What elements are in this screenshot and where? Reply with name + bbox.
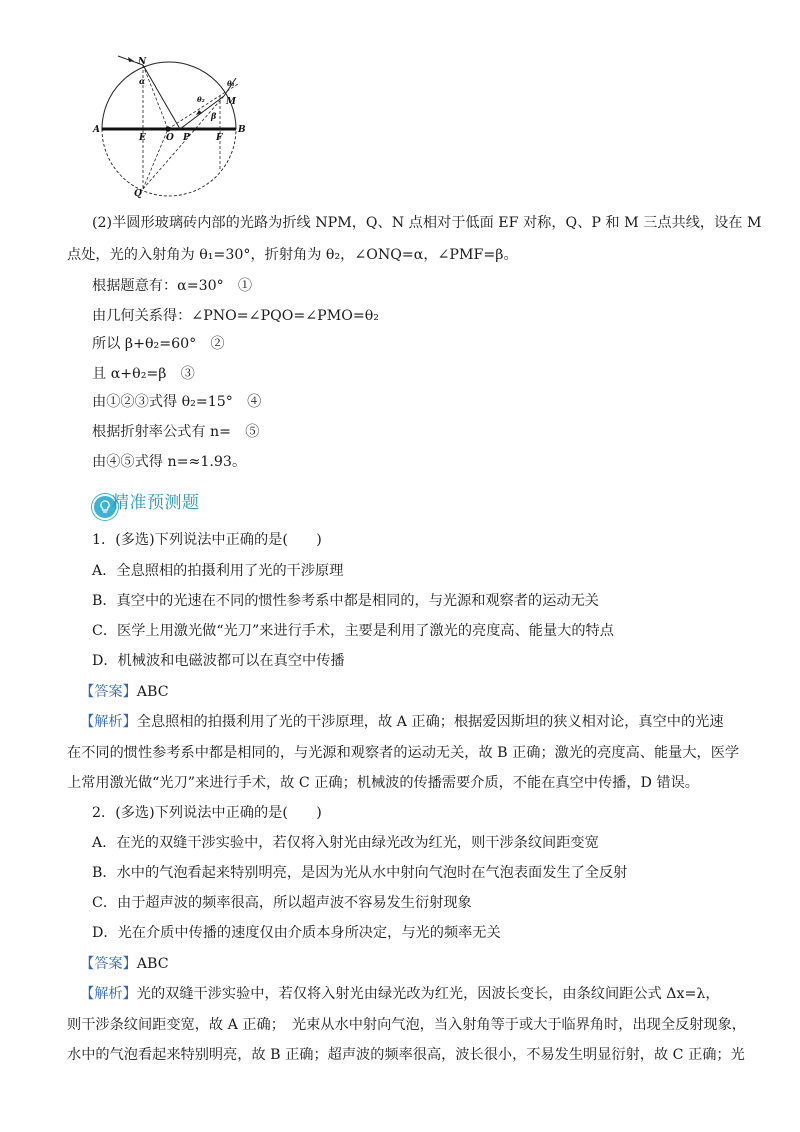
q1-analysis-line-1 bbox=[80, 712, 724, 732]
analysis-tag: 【解析】 bbox=[80, 714, 137, 730]
q2-answer bbox=[80, 954, 169, 974]
solution-line-4: 且 α+θ₂=β ③ bbox=[92, 366, 195, 382]
label-N: N bbox=[138, 57, 147, 67]
solution-line-1: 根据题意有：α=30° ① bbox=[92, 278, 253, 294]
q2-analysis-line-1 bbox=[80, 984, 720, 1004]
q2-analysis-line-2: 则干涉条纹间距变宽，故 A 正确； 光束从水中射向气泡，当入射角等于或大于临界角时，出现全反射现象， bbox=[67, 1017, 746, 1033]
analysis-tag: 【解析】 bbox=[80, 986, 137, 1002]
solution-line-6: 根据折射率公式有 n= ⑤ bbox=[92, 424, 260, 440]
solution-line-7: 由④⑤式得 n=≈1.93。 bbox=[92, 454, 247, 470]
label-A: A bbox=[93, 125, 100, 135]
solution-line-3: 所以 β+θ₂=60° ② bbox=[92, 336, 225, 352]
q1-analysis-line-3: 上常用激光做“光刀”来进行手术，故 C 正确；机械波的传播需要介质，不能在真空中传播，D 错误。 bbox=[67, 775, 699, 791]
q1-option-c: C．医学上用激光做“光刀”来进行手术，主要是利用了激光的亮度高、能量大的特点 bbox=[92, 623, 614, 639]
optics-diagram bbox=[90, 52, 250, 200]
answer-tag: 【答案】 bbox=[80, 956, 137, 972]
q2-option-b: B．水中的气泡看起来特别明亮，是因为光从水中射向气泡时在气泡表面发生了全反射 bbox=[92, 865, 628, 881]
solution-line-5: 由①②③式得 θ₂=15° ④ bbox=[92, 394, 262, 410]
label-Q: Q bbox=[134, 189, 142, 199]
label-theta1: θ₁ bbox=[227, 79, 235, 88]
section-heading bbox=[92, 484, 292, 514]
answer-value: ABC bbox=[136, 684, 169, 700]
q2-stem: 2．(多选)下列说法中正确的是( ) bbox=[92, 805, 322, 821]
q2-analysis-line-3: 水中的气泡看起来特别明亮，故 B 正确；超声波的频率很高，波长很小，不易发生明显衍射，故 C 正确；光 bbox=[67, 1047, 745, 1063]
solution-paragraph-2: 点处，光的入射角为 θ₁=30°，折射角为 θ₂，∠ONQ=α，∠PMF=β。 bbox=[67, 247, 518, 263]
q1-option-a: A．全息照相的拍摄利用了光的干涉原理 bbox=[92, 563, 344, 579]
label-theta2: θ₂ bbox=[197, 95, 205, 104]
analysis-text: 光的双缝干涉实验中，若仅将入射光由绿光改为红光，因波长变长，由条纹间距公式 Δx=λ， bbox=[136, 986, 720, 1002]
label-M: M bbox=[226, 97, 236, 107]
solution-line-2: 由几何关系得：∠PNO=∠PQO=∠PMO=θ₂ bbox=[92, 308, 379, 324]
q1-analysis-line-2: 在不同的惯性参考系中都是相同的，与光源和观察者的运动无关，故 B 正确；激光的亮度高、能量大，医学 bbox=[67, 745, 740, 761]
q1-option-b: B．真空中的光速在不同的惯性参考系中都是相同的，与光源和观察者的运动无关 bbox=[92, 593, 599, 609]
answer-value: ABC bbox=[136, 956, 169, 972]
analysis-text: 全息照相的拍摄利用了光的干涉原理，故 A 正确；根据爱因斯坦的狭义相对论，真空中的光速 bbox=[136, 714, 724, 730]
label-O: O bbox=[166, 133, 174, 143]
label-B: B bbox=[238, 125, 246, 135]
label-P: P bbox=[183, 133, 190, 143]
section-title: 精准预测题 bbox=[112, 493, 200, 513]
solution-paragraph-1: (2)半圆形玻璃砖内部的光路为折线 NPM，Q、N 点相对于低面 EF 对称，Q、P 和 M 三点共线，设在 M bbox=[92, 215, 762, 231]
q1-option-d: D．机械波和电磁波都可以在真空中传播 bbox=[92, 653, 345, 669]
q1-stem: 1．(多选)下列说法中正确的是( ) bbox=[92, 532, 322, 548]
q2-option-d: D．光在介质中传播的速度仅由介质本身所决定，与光的频率无关 bbox=[92, 925, 501, 941]
label-alpha: α bbox=[139, 76, 146, 86]
label-E: E bbox=[139, 133, 146, 143]
label-F: F bbox=[216, 133, 223, 143]
q1-answer bbox=[80, 682, 169, 702]
label-beta: β bbox=[211, 111, 217, 121]
answer-tag: 【答案】 bbox=[80, 684, 137, 700]
q2-option-c: C．由于超声波的频率很高，所以超声波不容易发生衍射现象 bbox=[92, 895, 472, 911]
q2-option-a: A．在光的双缝干涉实验中，若仅将入射光由绿光改为红光，则干涉条纹间距变宽 bbox=[92, 835, 599, 851]
